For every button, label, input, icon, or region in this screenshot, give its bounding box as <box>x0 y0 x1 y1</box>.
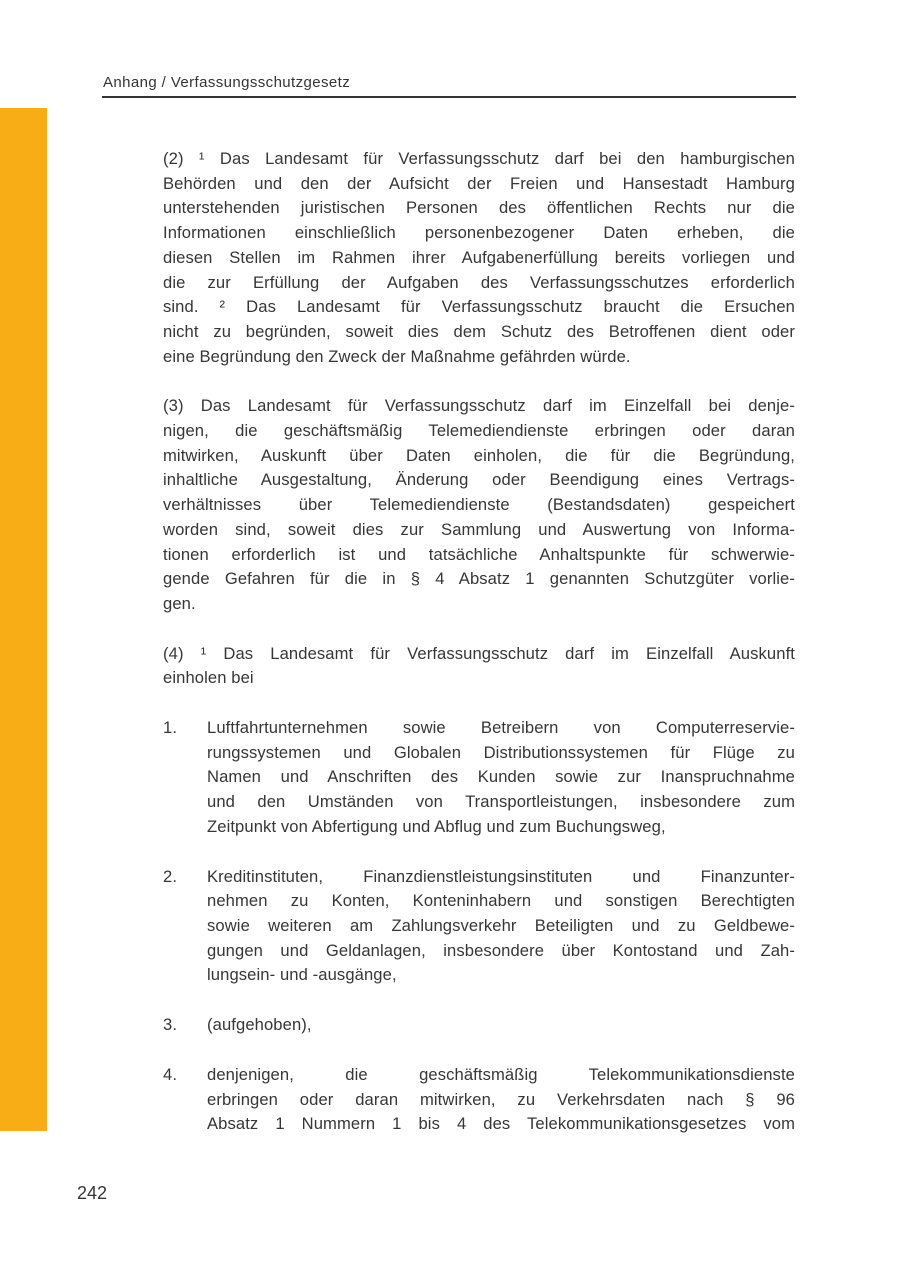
text-line: (3) Das Landesamt für Verfassungsschutz darf im Einzelfall bei denje- <box>163 396 795 416</box>
text-line: Behörden und den der Aufsicht der Freien und Hansestadt Hamburg <box>163 173 795 193</box>
text-line: Kreditinstituten, Finanzdienstleistungsinstituten und Finanzunter- <box>207 866 795 886</box>
text-line: die zur Erfüllung der Aufgaben des Verfassungsschutzes erforderlich <box>163 272 795 292</box>
text-line: unterstehenden juristischen Personen des öffentlichen Rechts nur die <box>163 198 795 218</box>
text-line: verhältnisses über Telemediendienste (Bestandsdaten) gespeichert <box>163 495 795 515</box>
text-line: nigen, die geschäftsmäßig Telemediendienste erbringen oder daran <box>163 421 795 441</box>
list-item-text <box>207 1013 795 1038</box>
text-line: denjenigen, die geschäftsmäßig Telekommunikationsdienste <box>207 1064 795 1084</box>
text-line: nicht zu begründen, soweit dies dem Schutz des Betroffenen dient oder <box>163 321 795 341</box>
text-line: einholen bei <box>163 668 254 688</box>
text-line: gungen und Geldanlagen, insbesondere über Kontostand und Zah- <box>207 940 795 960</box>
paragraph <box>163 642 795 691</box>
text-line: Zeitpunkt von Abfertigung und Abflug und zum Buchungsweg, <box>207 816 666 836</box>
text-line: lungsein- und -ausgänge, <box>207 965 397 985</box>
text-line: eine Begründung den Zweck der Maßnahme gefährden würde. <box>163 346 631 366</box>
list-item <box>163 865 795 989</box>
list-item-number: 2. <box>163 866 178 886</box>
running-header: Anhang / Verfassungsschutzgesetz <box>103 74 351 91</box>
text-line: gen. <box>163 593 196 613</box>
list-item <box>163 1013 795 1038</box>
text-line: Namen und Anschriften des Kunden sowie zur Inanspruchnahme <box>207 767 795 787</box>
text-line: mitwirken, Auskunft über Daten einholen, die für die Begründung, <box>163 445 795 465</box>
list-item <box>163 716 795 840</box>
text-line: (2) ¹ Das Landesamt für Verfassungsschutz darf bei den hamburgischen <box>163 149 795 168</box>
header-rule <box>102 96 796 98</box>
list-item-number: 1. <box>163 718 178 738</box>
text-line: sowie weiteren am Zahlungsverkehr Beteiligten und zu Geldbewe- <box>207 915 795 935</box>
text-line: (aufgehoben), <box>207 1015 312 1035</box>
text-line: nehmen zu Konten, Konteninhabern und sonstigen Berechtigten <box>207 891 795 911</box>
paragraph <box>163 147 795 369</box>
document-body <box>163 147 795 1137</box>
text-line: Luftfahrtunternehmen sowie Betreibern von Computerreservie- <box>207 718 795 738</box>
text-line: Informationen einschließlich personenbezogener Daten erheben, die <box>163 223 795 243</box>
text-line: Absatz 1 Nummern 1 bis 4 des Telekommunikationsgesetzes vom <box>207 1114 795 1134</box>
text-line: gende Gefahren für die in § 4 Absatz 1 genannten Schutzgüter vorlie- <box>163 569 795 589</box>
text-line: und den Umständen von Transportleistungen, insbesondere zum <box>207 792 795 812</box>
text-line: (4) ¹ Das Landesamt für Verfassungsschutz darf im Einzelfall Auskunft <box>163 643 795 663</box>
chapter-marker-bar <box>0 108 47 1131</box>
list-item-number: 3. <box>163 1015 178 1035</box>
text-line: erbringen oder daran mitwirken, zu Verkehrsdaten nach § 96 <box>207 1089 795 1109</box>
text-line: tionen erforderlich ist und tatsächliche Anhaltspunkte für schwerwie- <box>163 544 795 564</box>
list-item-text <box>207 1063 795 1137</box>
text-line: diesen Stellen im Rahmen ihrer Aufgabenerfüllung bereits vorliegen und <box>163 247 795 267</box>
list-item-text <box>207 716 795 840</box>
list-item <box>163 1063 795 1137</box>
text-line: worden sind, soweit dies zur Sammlung und Auswertung von Informa- <box>163 519 795 539</box>
text-line: rungssystemen und Globalen Distributionssystemen für Flüge zu <box>207 742 795 762</box>
list-item-number: 4. <box>163 1064 178 1084</box>
list-item-text <box>207 865 795 989</box>
page-number: 242 <box>77 1183 108 1203</box>
paragraph <box>163 394 795 616</box>
text-line: sind. ² Das Landesamt für Verfassungsschutz braucht die Ersuchen <box>163 297 795 317</box>
text-line: inhaltliche Ausgestaltung, Änderung oder Beendigung eines Vertrags- <box>163 470 795 490</box>
